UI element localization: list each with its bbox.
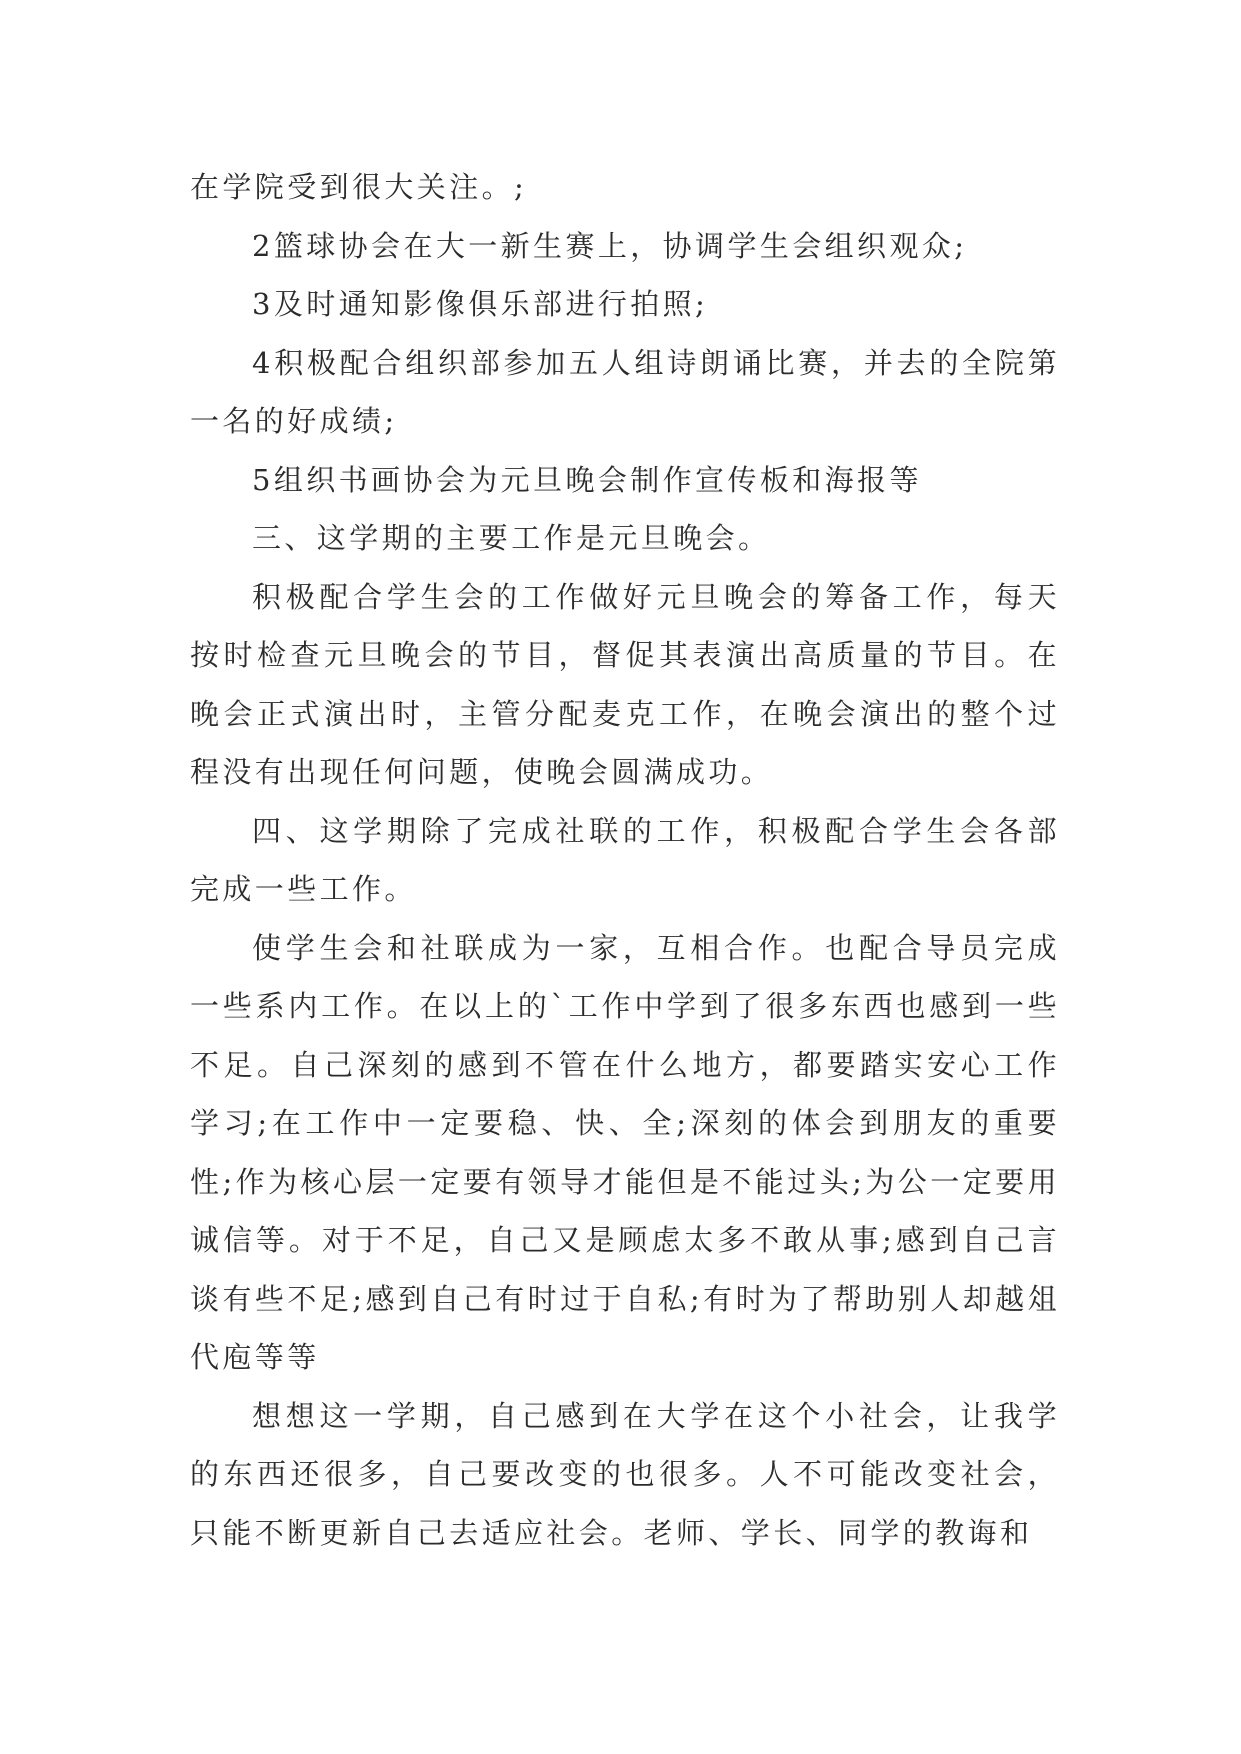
section-heading-4: 四、这学期除了完成社联的工作，积极配合学生会各部完成一些工作。 xyxy=(190,813,1060,906)
paragraph-conclusion: 想想这一学期，自己感到在大学在这个小社会，让我学的东西还很多，自己要改变的也很多。人不可能改变社会，只能不断更新自己去适应社会。老师、学长、同学的教诲和 xyxy=(190,1398,1060,1550)
paragraph-reflection: 使学生会和社联成为一家，互相合作。也配合导员完成一些系内工作。在以上的`工作中学到了很多东西也感到一些不足。自己深刻的感到不管在什么地方，都要踏实安心工作学习;在工作中一定要稳、快、全;深刻的体会到朋友的重要性;作为核心层一定要有领导才能但是不能过头;为公一定要用诚信等。对于不足，自己又是顾虑太多不敢从事;感到自己言谈有些不足;感到自己有时过于自私;有时为了帮助别人却越俎代庖等等 xyxy=(190,930,1060,1374)
paragraph-item-3: 3及时通知影像俱乐部进行拍照; xyxy=(252,287,709,321)
paragraph-item-2: 2篮球协会在大一新生赛上，协调学生会组织观众; xyxy=(252,228,968,263)
paragraph-new-year-gala: 积极配合学生会的工作做好元旦晚会的筹备工作，每天按时检查元旦晚会的节目，督促其表演出高质量的节目。在晚会正式演出时，主管分配麦克工作，在晚会演出的整个过程没有出现任何问题，使晚会圆满成功。 xyxy=(190,579,1060,789)
paragraph-continuation: 在学院受到很大关注。; xyxy=(190,170,528,204)
paragraph-item-4: 4积极配合组织部参加五人组诗朗诵比赛，并去的全院第一名的好成绩; xyxy=(190,345,1060,438)
paragraph-item-5: 5组织书画协会为元旦晚会制作宣传板和海报等 xyxy=(252,462,922,497)
document-body xyxy=(190,158,1060,1562)
section-heading-3: 三、这学期的主要工作是元旦晚会。 xyxy=(252,521,771,555)
